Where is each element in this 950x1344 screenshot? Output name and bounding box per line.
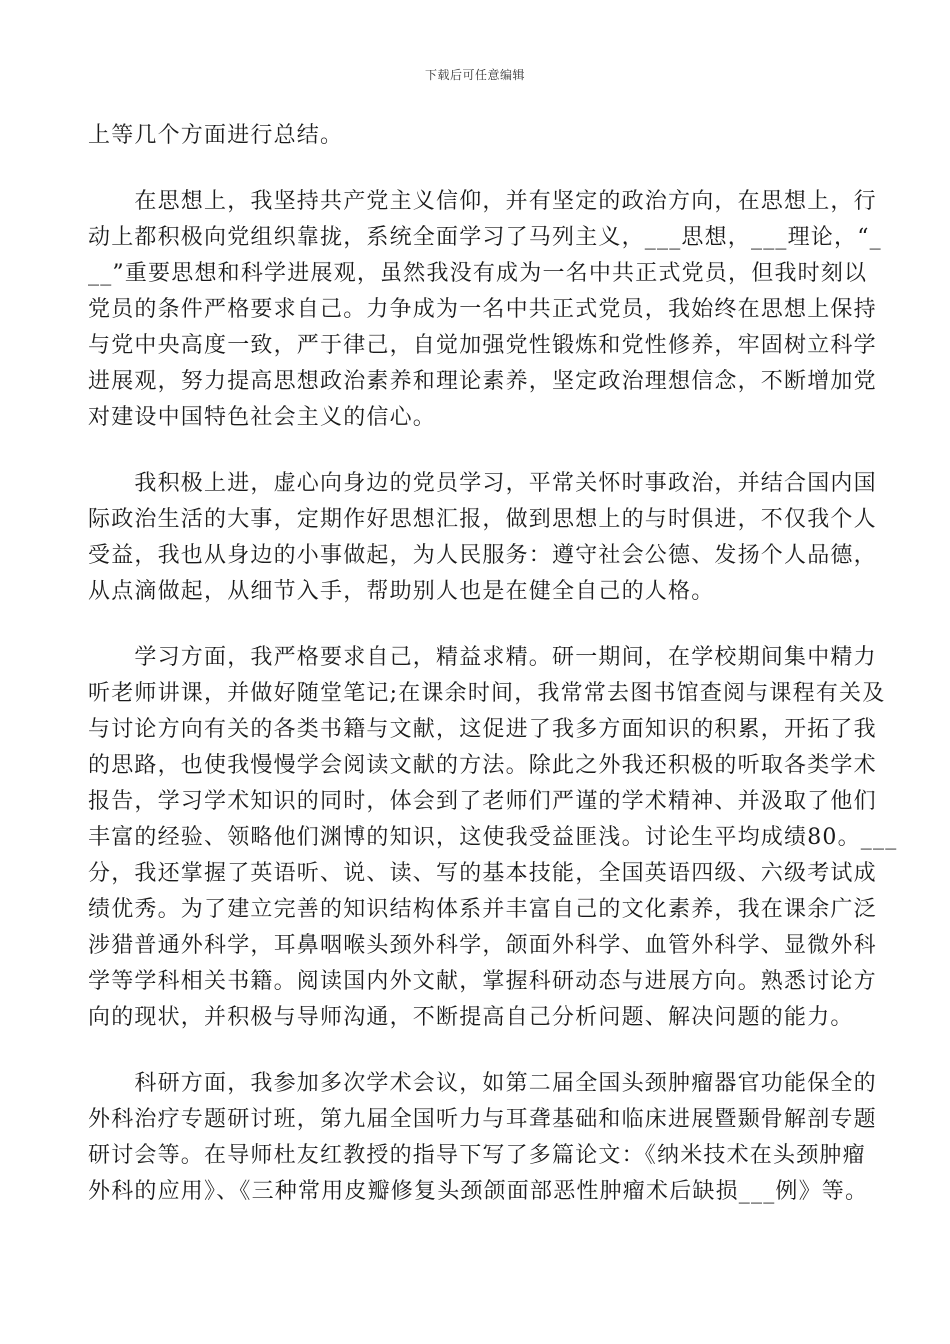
text-line: 研讨会等。在导师杜友红教授的指导下写了多篇论文：《纳米技术在头颈肿瘤 (88, 1143, 866, 1168)
text-line: 听老师讲课，并做好随堂笔记;在课余时间，我常常去图书馆查阅与课程有关及 (88, 681, 886, 706)
text-line: 外科治疗专题研讨班，第九届全国听力与耳聋基础和临床进展暨颞骨解剖专题 (88, 1107, 877, 1132)
text-line: 丰富的经验、领略他们渊博的知识，这使我受益匪浅。讨论生平均成绩80。___ (88, 825, 898, 850)
text-line: 绩优秀。为了建立完善的知识结构体系并丰富自己的文化素养，我在课余广泛 (88, 897, 877, 922)
text-line: 党员的条件严格要求自己。力争成为一名中共正式党员，我始终在思想上保持 (88, 297, 877, 322)
text-line: 科研方面，我参加多次学术会议，如第二届全国头颈肿瘤器官功能保全的 (88, 1071, 877, 1096)
text-line: 向的现状，并积极与导师沟通，不断提高自己分析问题、解决问题的能力。 (88, 1005, 854, 1030)
text-line: 外科的应用》、《三种常用皮瓣修复头颈颌面部恶性肿瘤术后缺损___例》等。 (88, 1179, 869, 1204)
paragraph (88, 640, 898, 1036)
text-line: 我积极上进，虚心向身边的党员学习，平常关怀时事政治，并结合国内国 (88, 471, 877, 496)
text-line: 际政治生活的大事，定期作好思想汇报，做到思想上的与时俱进，不仅我个人 (88, 507, 877, 532)
paragraph (88, 184, 882, 436)
paragraph (88, 1066, 877, 1210)
page-header: 下载后可任意编辑 (424, 68, 525, 82)
text-line: 在思想上，我坚持共产党主义信仰，并有坚定的政治方向，在思想上，行 (88, 189, 877, 214)
paragraph (88, 118, 850, 154)
text-line: 的思路，也使我慢慢学会阅读文献的方法。除此之外我还积极的听取各类学术 (88, 753, 877, 778)
text-line: 对建设中国特色社会主义的信心。 (88, 405, 437, 430)
text-line: 与讨论方向有关的各类书籍与文献，这促进了我多方面知识的积累，开拓了我 (88, 717, 877, 742)
text-line: 涉猎普通外科学，耳鼻咽喉头颈外科学，颌面外科学、血管外科学、显微外科 (88, 933, 877, 958)
paragraph (88, 466, 877, 610)
text-line: 分，我还掌握了英语听、说、读、写的基本技能，全国英语四级、六级考试成 (88, 861, 877, 886)
text-line: 进展观，努力提高思想政治素养和理论素养，坚定政治理想信念，不断增加党 (88, 369, 877, 394)
text-line: 学习方面，我严格要求自己，精益求精。研一期间，在学校期间集中精力 (88, 645, 877, 670)
text-line: 与党中央高度一致，严于律己，自觉加强党性锻炼和党性修养，牢固树立科学 (88, 333, 877, 358)
document-body (88, 118, 898, 1210)
text-line: 从点滴做起，从细节入手，帮助别人也是在健全自己的人格。 (88, 579, 715, 604)
text-line: 上等几个方面进行总结。 (88, 123, 344, 148)
text-line: 受益，我也从身边的小事做起，为人民服务：遵守社会公德、发扬个人品德， (88, 543, 877, 568)
text-line: 报告，学习学术知识的同时，体会到了老师们严谨的学术精神、并汲取了他们 (88, 789, 877, 814)
text-line: 动上都积极向党组织靠拢，系统全面学习了马列主义，___思想，___理论，“_ (88, 225, 882, 250)
text-line: __”重要思想和科学进展观，虽然我没有成为一名中共正式党员，但我时刻以 (88, 261, 868, 286)
text-line: 学等学科相关书籍。阅读国内外文献，掌握科研动态与进展方向。熟悉讨论方 (88, 969, 877, 994)
